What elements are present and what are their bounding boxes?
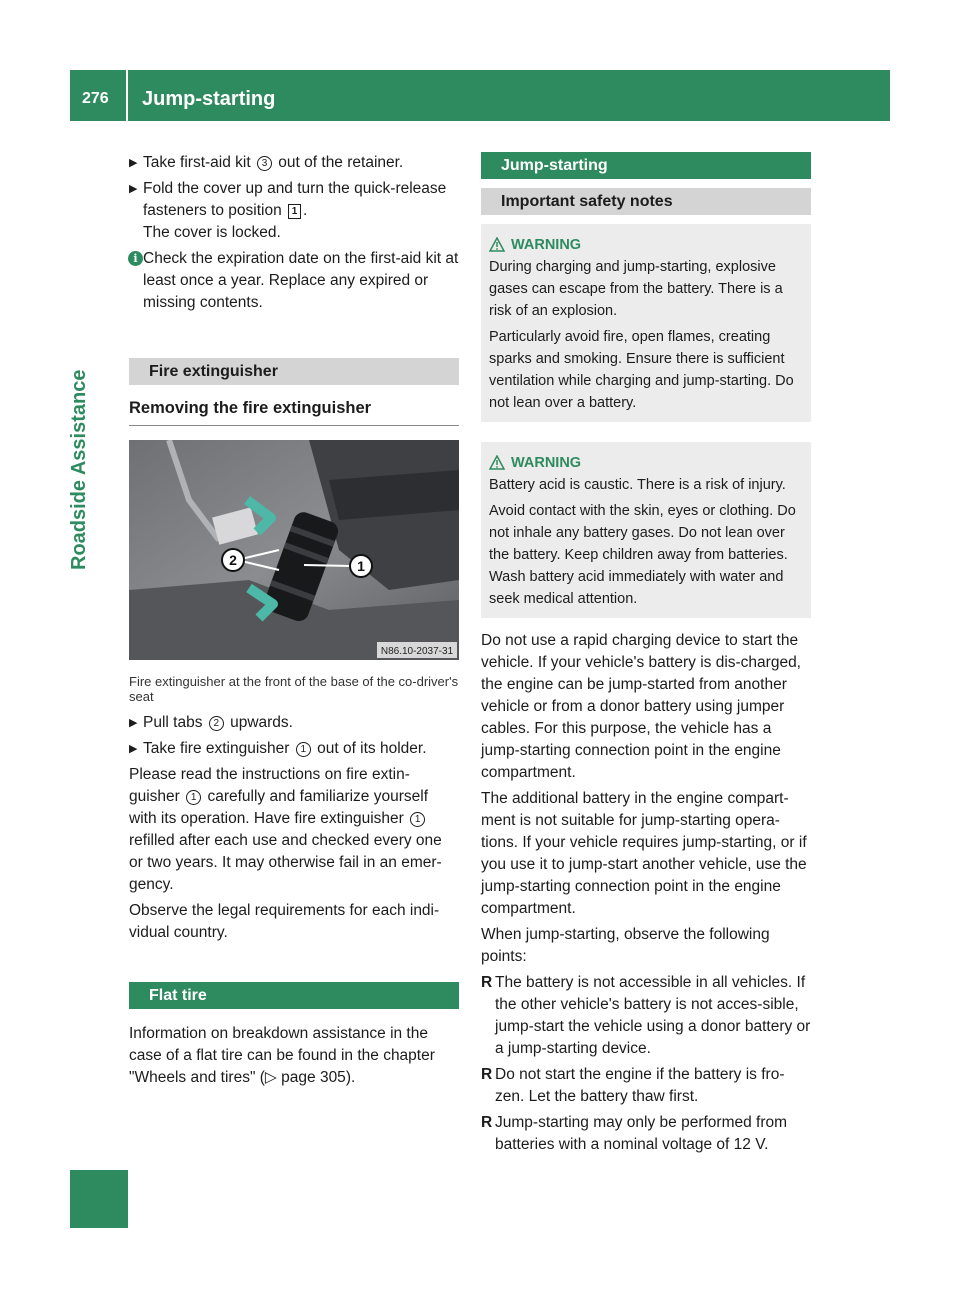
warning-heading: WARNING: [489, 452, 803, 474]
list-item: R Jump-starting may only be performed from batteries with a nominal voltage of 12 V.: [481, 1114, 788, 1153]
callout-number: 2: [209, 716, 224, 731]
fire-extinguisher-illustration: [129, 440, 459, 660]
chapter-title: Jump-starting: [142, 88, 276, 110]
step-arrow-icon: ▶: [129, 743, 138, 755]
step-take-fire-extinguisher: ▶ Take fire extinguisher 1 out of its holder.: [129, 738, 459, 760]
section-jump-starting: Jump-starting: [481, 152, 811, 179]
page-number: 276: [82, 90, 109, 107]
paragraph-additional-battery: The additional battery in the engine compart-ment is not suitable for jump-starting opera-tions. If your vehicle requires jump-starting, or if you use it to jump-start another vehicle, use the jump-starting connection point in the engine compartment.: [481, 790, 807, 917]
step-arrow-icon: ▶: [129, 157, 138, 169]
callout-1-label: 1: [357, 558, 365, 574]
warning-text: During charging and jump-starting, explosive gases can escape from the battery. There is a risk of an explosion.: [489, 259, 783, 319]
warning-text: Battery acid is caustic. There is a risk of injury.: [489, 477, 786, 493]
position-number: 1: [288, 204, 301, 219]
paragraph-legal: Observe the legal requirements for each indi-vidual country.: [129, 902, 440, 941]
section-fire-extinguisher: Fire extinguisher: [129, 358, 459, 385]
info-note: i Check the expiration date on the first-aid kit at least once a year. Replace any expired or missing contents.: [129, 248, 459, 314]
warning-heading: WARNING: [489, 234, 803, 256]
right-column: [481, 152, 811, 1156]
list-item: R Do not start the engine if the battery is fro-zen. Let the battery thaw first.: [481, 1066, 785, 1105]
bullet-r-icon: R: [481, 1066, 493, 1083]
warning-triangle-icon: [489, 455, 505, 470]
section-flat-tire: Flat tire: [129, 982, 459, 1009]
callout-number: 1: [410, 812, 425, 827]
info-icon: i: [128, 251, 143, 266]
paragraph-instructions: Please read the instructions on fire extin-guisher 1 carefully and familiarize yourself with its operation. Have fire extinguisher 1 refilled after each use and checked every one or two years. It may otherwise fail in an emer-gency.: [129, 766, 442, 893]
left-column: [129, 152, 459, 1089]
step-arrow-icon: ▶: [129, 183, 138, 195]
page-reference-link[interactable]: page 305: [281, 1069, 346, 1086]
callout-2-label: 2: [229, 552, 237, 568]
step-pull-tabs: ▶ Pull tabs 2 upwards.: [129, 712, 459, 734]
list-item: R The battery is not accessible in all vehicles. If the other vehicle's battery is not acces-sible, jump-start the vehicle using a donor battery or a jump-starting device.: [481, 974, 811, 1057]
bullet-r-icon: R: [481, 974, 493, 991]
bullet-r-icon: R: [481, 1114, 493, 1131]
subsection-safety-notes: Important safety notes: [481, 188, 811, 215]
page-ref-arrow-icon: ▷: [264, 1069, 282, 1086]
callout-number: 1: [186, 790, 201, 805]
warning-text: Avoid contact with the skin, eyes or clothing. Do not inhale any battery gases. Do not lean over the battery. Keep children away from batteries. Wash battery acid immediately with water and seek medical attention.: [489, 503, 796, 607]
paragraph-flat-tire: Information on breakdown assistance in the case of a flat tire can be found in the chapter "Wheels and tires" (▷ page 305).: [129, 1025, 435, 1086]
paragraph-observe-points: When jump-starting, observe the following points:: [481, 926, 770, 965]
warning-box-explosion: [481, 224, 811, 422]
side-tab-marker: [70, 1170, 128, 1228]
warning-triangle-icon: [489, 237, 505, 252]
warning-text: Particularly avoid fire, open flames, creating sparks and smoking. Ensure there is sufficient ventilation while charging and jump-starting. Do not lean over a battery.: [489, 329, 794, 411]
callout-number: 3: [257, 156, 272, 171]
fire-extinguisher-figure: [129, 440, 459, 660]
figure-code: N86.10-2037-31: [380, 646, 454, 657]
callout-number: 1: [296, 742, 311, 757]
warning-box-acid: [481, 442, 811, 618]
paragraph-rapid-charging: Do not use a rapid charging device to start the vehicle. If your vehicle's battery is dis-charged, the engine can be jump-started from another vehicle or from a donor battery using jumper cables. For this purpose, the vehicle has a jump-starting connection point in the engine compartment.: [481, 632, 801, 781]
step-take-first-aid-kit: ▶ Take first-aid kit 3 out of the retainer.: [129, 152, 459, 174]
figure-caption: Fire extinguisher at the front of the base of the co-driver's seat: [129, 674, 459, 704]
side-tab-label: Roadside Assistance: [68, 369, 90, 570]
subhead-removing-fire-extinguisher: Removing the fire extinguisher: [129, 397, 459, 426]
step-arrow-icon: ▶: [129, 717, 138, 729]
header-divider: [126, 70, 128, 121]
step-fold-cover: ▶ Fold the cover up and turn the quick-release fasteners to position 1 . The cover is locked.: [129, 180, 447, 241]
